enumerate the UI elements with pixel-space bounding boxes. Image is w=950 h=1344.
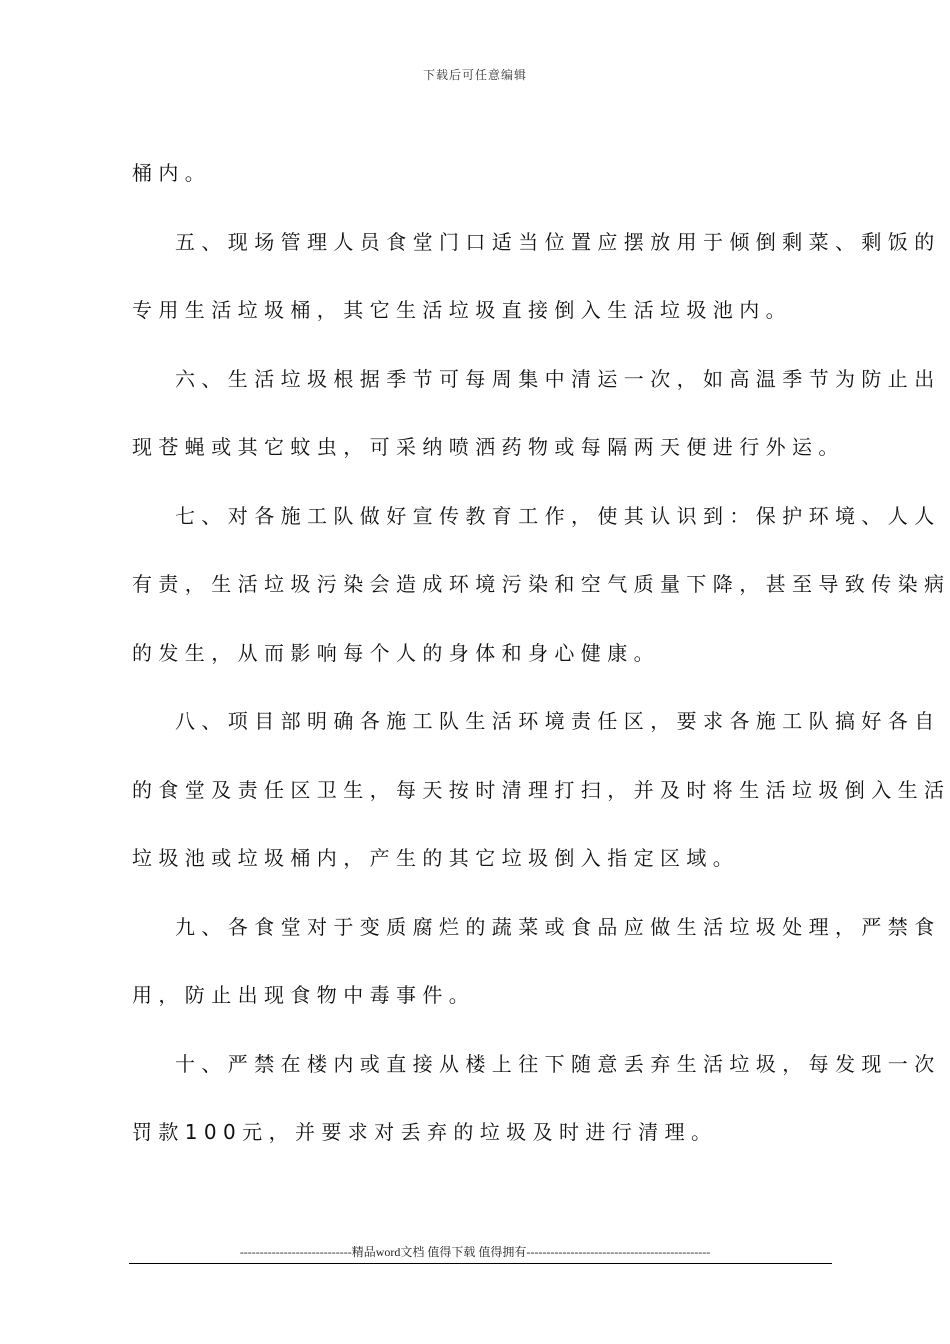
clause-7-line-3: 的发生，从而影响每个人的身体和身心健康。 [132,640,660,665]
clause-8-line-1: 八、项目部明确各施工队生活环境责任区，要求各施工队搞好各自 [175,709,941,733]
clause-10-line-1: 十、严禁在楼内或直接从楼上往下随意丢弃生活垃圾，每发现一次 [175,1051,941,1076]
footer-divider [129,1263,832,1264]
clause-7-line-2: 有责，生活垃圾污染会造成环境污染和空气质量下降，甚至导致传染病 [132,572,950,596]
clause-8-line-2: 的食堂及责任区卫生，每天按时清理打扫，并及时将生活垃圾倒入生活 [132,777,950,802]
clause-6-line-1: 六、生活垃圾根据季节可每周集中清运一次，如高温季节为防止出 [175,366,941,391]
clause-7-line-1: 七、对各施工队做好宣传教育工作，使其认识到：保护环境、人人 [175,503,941,528]
clause-9-line-2: 用，防止出现食物中毒事件。 [132,983,476,1007]
clause-10-line-2: 罚款100元，并要求对丢弃的垃圾及时进行清理。 [132,1120,718,1144]
clause-5-line-2: 专用生活垃圾桶，其它生活垃圾直接倒入生活垃圾池内。 [132,298,792,322]
page-header: 下载后可任意编辑 [422,68,527,82]
body-line: 桶内。 [132,161,212,185]
clause-6-line-2: 现苍蝇或其它蚊虫，可采纳喷洒药物或每隔两天便进行外运。 [132,435,845,459]
clause-5-line-1: 五、现场管理人员食堂门口适当位置应摆放用于倾倒剩菜、剩饭的 [175,229,941,254]
page-footer: ----------------------------精品word文档 值得下载 值得拥有---------------------------------------------- [239,1245,711,1259]
document-body [132,139,950,1167]
clause-9-line-1: 九、各食堂对于变质腐烂的蔬菜或食品应做生活垃圾处理，严禁食 [175,914,941,939]
clause-8-line-3: 垃圾池或垃圾桶内，产生的其它垃圾倒入指定区域。 [132,846,740,870]
